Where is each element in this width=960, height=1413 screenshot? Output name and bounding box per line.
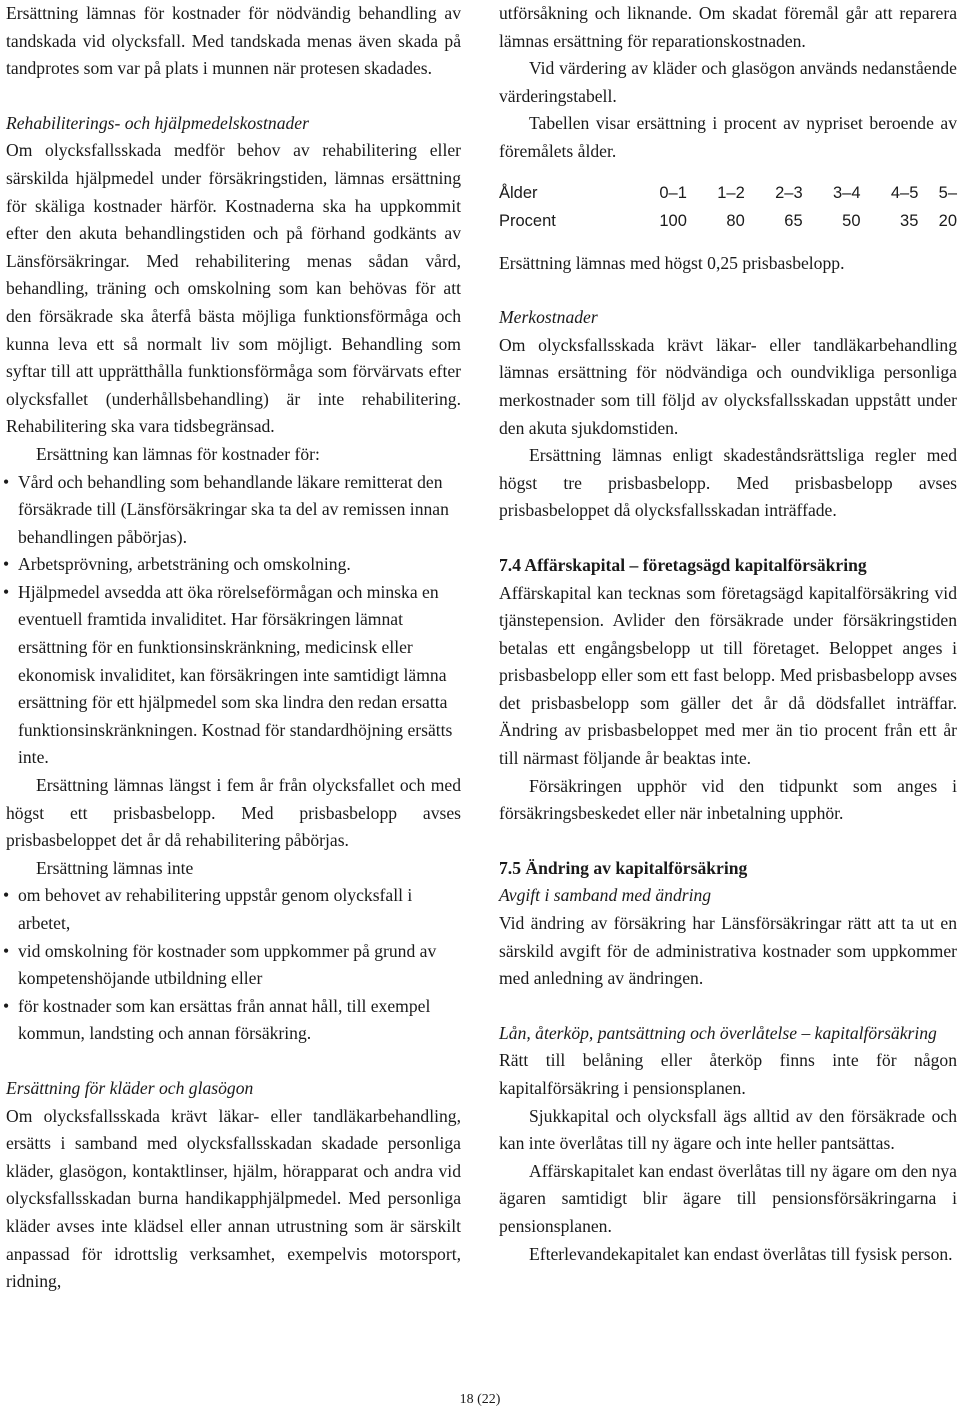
fee-paragraph: Vid ändring av försäkring har Länsförsäkringar rätt att ta ut en särskild avgift för de administrativa kostnader som uppkommer med anledning av ändringen. [499,913,957,989]
table-cell: 80 [726,212,745,231]
business-transfer-paragraph: Affärskapitalet kan endast överlåtas till ny ägare om den nya ägaren samtidigt blir ägare till pensionsförsäkringarna i pensionsplanen. [499,1160,957,1236]
table-cell: 20 [938,212,957,231]
heading-loan: Lån, återköp, pantsättning och överlåtelse – kapitalförsäkring [499,1022,937,1043]
right-column [499,0,957,1268]
left-column [6,0,461,1296]
loan-paragraph: Rätt till belåning eller återköp finns inte för någon kapitalförsäkring i pensionsplanen. [499,1050,957,1098]
table-cell: 3–4 [832,184,861,203]
page-number: 18 (22) [459,1392,501,1407]
heading-rehabilitation: Rehabiliterings- och hjälpmedelskostnader [6,112,309,133]
continued-paragraph: utförsåkning och liknande. Om skadat föremål går att reparera lämnas ersättning för reparationskostnaden. [499,3,957,51]
table-cell: 5– [938,184,957,203]
costs-for-list [6,469,461,773]
heading-clothes-glasses: Ersättning för kläder och glasögon [6,1077,254,1098]
table-cell: 65 [784,212,803,231]
percent-label: Procent [499,212,556,231]
table-row [499,180,957,208]
not-paid-list [6,882,461,1048]
longest-paragraph: Ersättning lämnas längst i fem år från olycksfallet och med högst ett prisbasbelopp. Med prisbasbelopp avses prisbasbeloppet det år då rehabilitering påbörjas. [6,775,461,851]
table-intro-paragraph: Tabellen visar ersättning i procent av nypriset beroende av föremålets ålder. [499,113,957,161]
table-cell: 100 [659,212,687,231]
extra-costs-paragraph-2: Ersättning lämnas enligt skadeståndsrättsliga regler med högst tre prisbasbelopp. Med prisbasbelopp avses prisbasbeloppet då olycksfallsskadan inträffade. [499,445,957,521]
table-cell: 2–3 [775,184,803,203]
heading-extra-costs: Merkostnader [499,307,598,328]
table-cell: 0–1 [659,184,687,203]
sickness-paragraph: Sjukkapital och olycksfall ägs alltid av den försäkrade och kan inte överlåtas till ny ägare och inte heller pantsättas. [499,1105,957,1154]
rehabilitation-paragraph: Om olycksfallsskada medför behov av rehabilitering eller särskilda hjälpmedel under försäkringstiden, lämnas ersättning för skäliga kostnader härför. Kostnaderna ska ha uppkommit efter den akuta behandlingstiden och på förhand godkänts av Länsförsäkringar. Med rehabilitering menas sådan vård, behandling, träning och omskolning som kan behövas för att den försäkrade ska återfå bästa möjliga funktionsförmåga och kunna leva ett så normalt liv som möjligt. Behandling som syftar till att upprätthålla funktionsförmåga som förvärvats efter olycksfallet (underhållsbehandling) är inte rehabilitering. Rehabilitering ska vara tidsbegränsad. [6,140,461,437]
table-cell: 50 [842,212,861,231]
max-paragraph: Ersättning lämnas med högst 0,25 prisbasbelopp. [499,252,845,273]
section-heading-7-4: 7.4 Affärskapital – företagsägd kapitalförsäkring [499,554,867,575]
extra-costs-paragraph: Om olycksfallsskada krävt läkar- eller tandläkarbehandling lämnas ersättning för nödvändiga och oundvikliga personliga merkostnader som till följd av olycksfallsskadan uppstått under den akuta sjukdomstiden. [499,334,957,438]
age-label: Ålder [499,184,538,203]
costs-for-paragraph: Ersättning kan lämnas för kostnader för: [36,443,320,464]
not-paid-paragraph: Ersättning lämnas inte [36,857,194,878]
list-item: • vid omskolning för kostnader som uppkommer på grund av kompetenshöjande utbildning eller [6,938,461,993]
business-capital-end-paragraph: Försäkringen upphör vid den tidpunkt som anges i försäkringsbeskedet eller när inbetalning upphör. [499,775,957,824]
valuation-paragraph: Vid värdering av kläder och glasögon används nedanstående värderingstabell. [499,58,957,106]
clothes-paragraph: Om olycksfallsskada krävt läkar- eller tandläkarbehandling, ersätts i samband med olycksfallsskadan skadade personliga kläder, glasögon, kontaktlinser, hjälm, hörapparat och andra vid olycksfallsskadan burna handikapphjälpmedel. Med personliga kläder avses inte klädsel eller annan utrustning som är särskilt anpassad för idrottslig verksamhet, exempelvis motorsport, ridning, [6,1105,461,1292]
list-item: • om behovet av rehabilitering uppstår genom olycksfall i arbetet, [6,882,461,937]
table-row [499,208,957,236]
table-cell: 1–2 [717,184,745,203]
intro-paragraph: Ersättning lämnas för kostnader för nödvändig behandling av tandskada vid olycksfall. Med tandskada menas även skada på tandprotes som var på plats i munnen när protesen skadades. [6,3,461,79]
list-item: • Hjälpmedel avsedda att öka rörelseförmågan och minska en eventuell framtida invaliditet. Har försäkringen lämnat ersättning för en funktionsinskränkning, medicinsk eller ekonomisk invaliditet, kan försäkringen inte samtidigt lämna ersättning för ett hjälpmedel som ska lindra den redan ersatta funktionsinskränkningen. Kostnad för standardhöjning ersätts inte. [6,579,461,772]
heading-fee: Avgift i samband med ändring [499,885,712,906]
section-heading-7-5: 7.5 Ändring av kapitalförsäkring [499,857,748,878]
business-capital-paragraph: Affärskapital kan tecknas som företagsägd kapitalförsäkring vid tjänstepension. Avlider den försäkrade under försäkringstiden betalas ett engångsbelopp ut till företaget. Beloppet anges i prisbasbelopp eller som ett fast belopp. Med prisbasbelopp avses det prisbasbelopp som gäller det år då dödsfallet inträffar. Ändring av prisbasbeloppet med mer än tio procent från ett år till närmast följande år beaktas inte. [499,582,957,769]
valuation-table [499,180,957,236]
survivor-paragraph: Efterlevandekapitalet kan endast överlåtas till fysisk person. [529,1243,953,1264]
list-item: • för kostnader som kan ersättas från annat håll, till exempel kommun, landsting och annan försäkring. [6,993,461,1048]
table-cell: 35 [900,212,919,231]
list-item: • Vård och behandling som behandlande läkare remitterat den försäkrade till (Länsförsäkringar ska ta del av remissen innan behandlingen påbörjas). [6,469,461,552]
list-item: • Arbetsprövning, arbetsträning och omskolning. [6,551,461,579]
table-cell: 4–5 [890,184,919,203]
